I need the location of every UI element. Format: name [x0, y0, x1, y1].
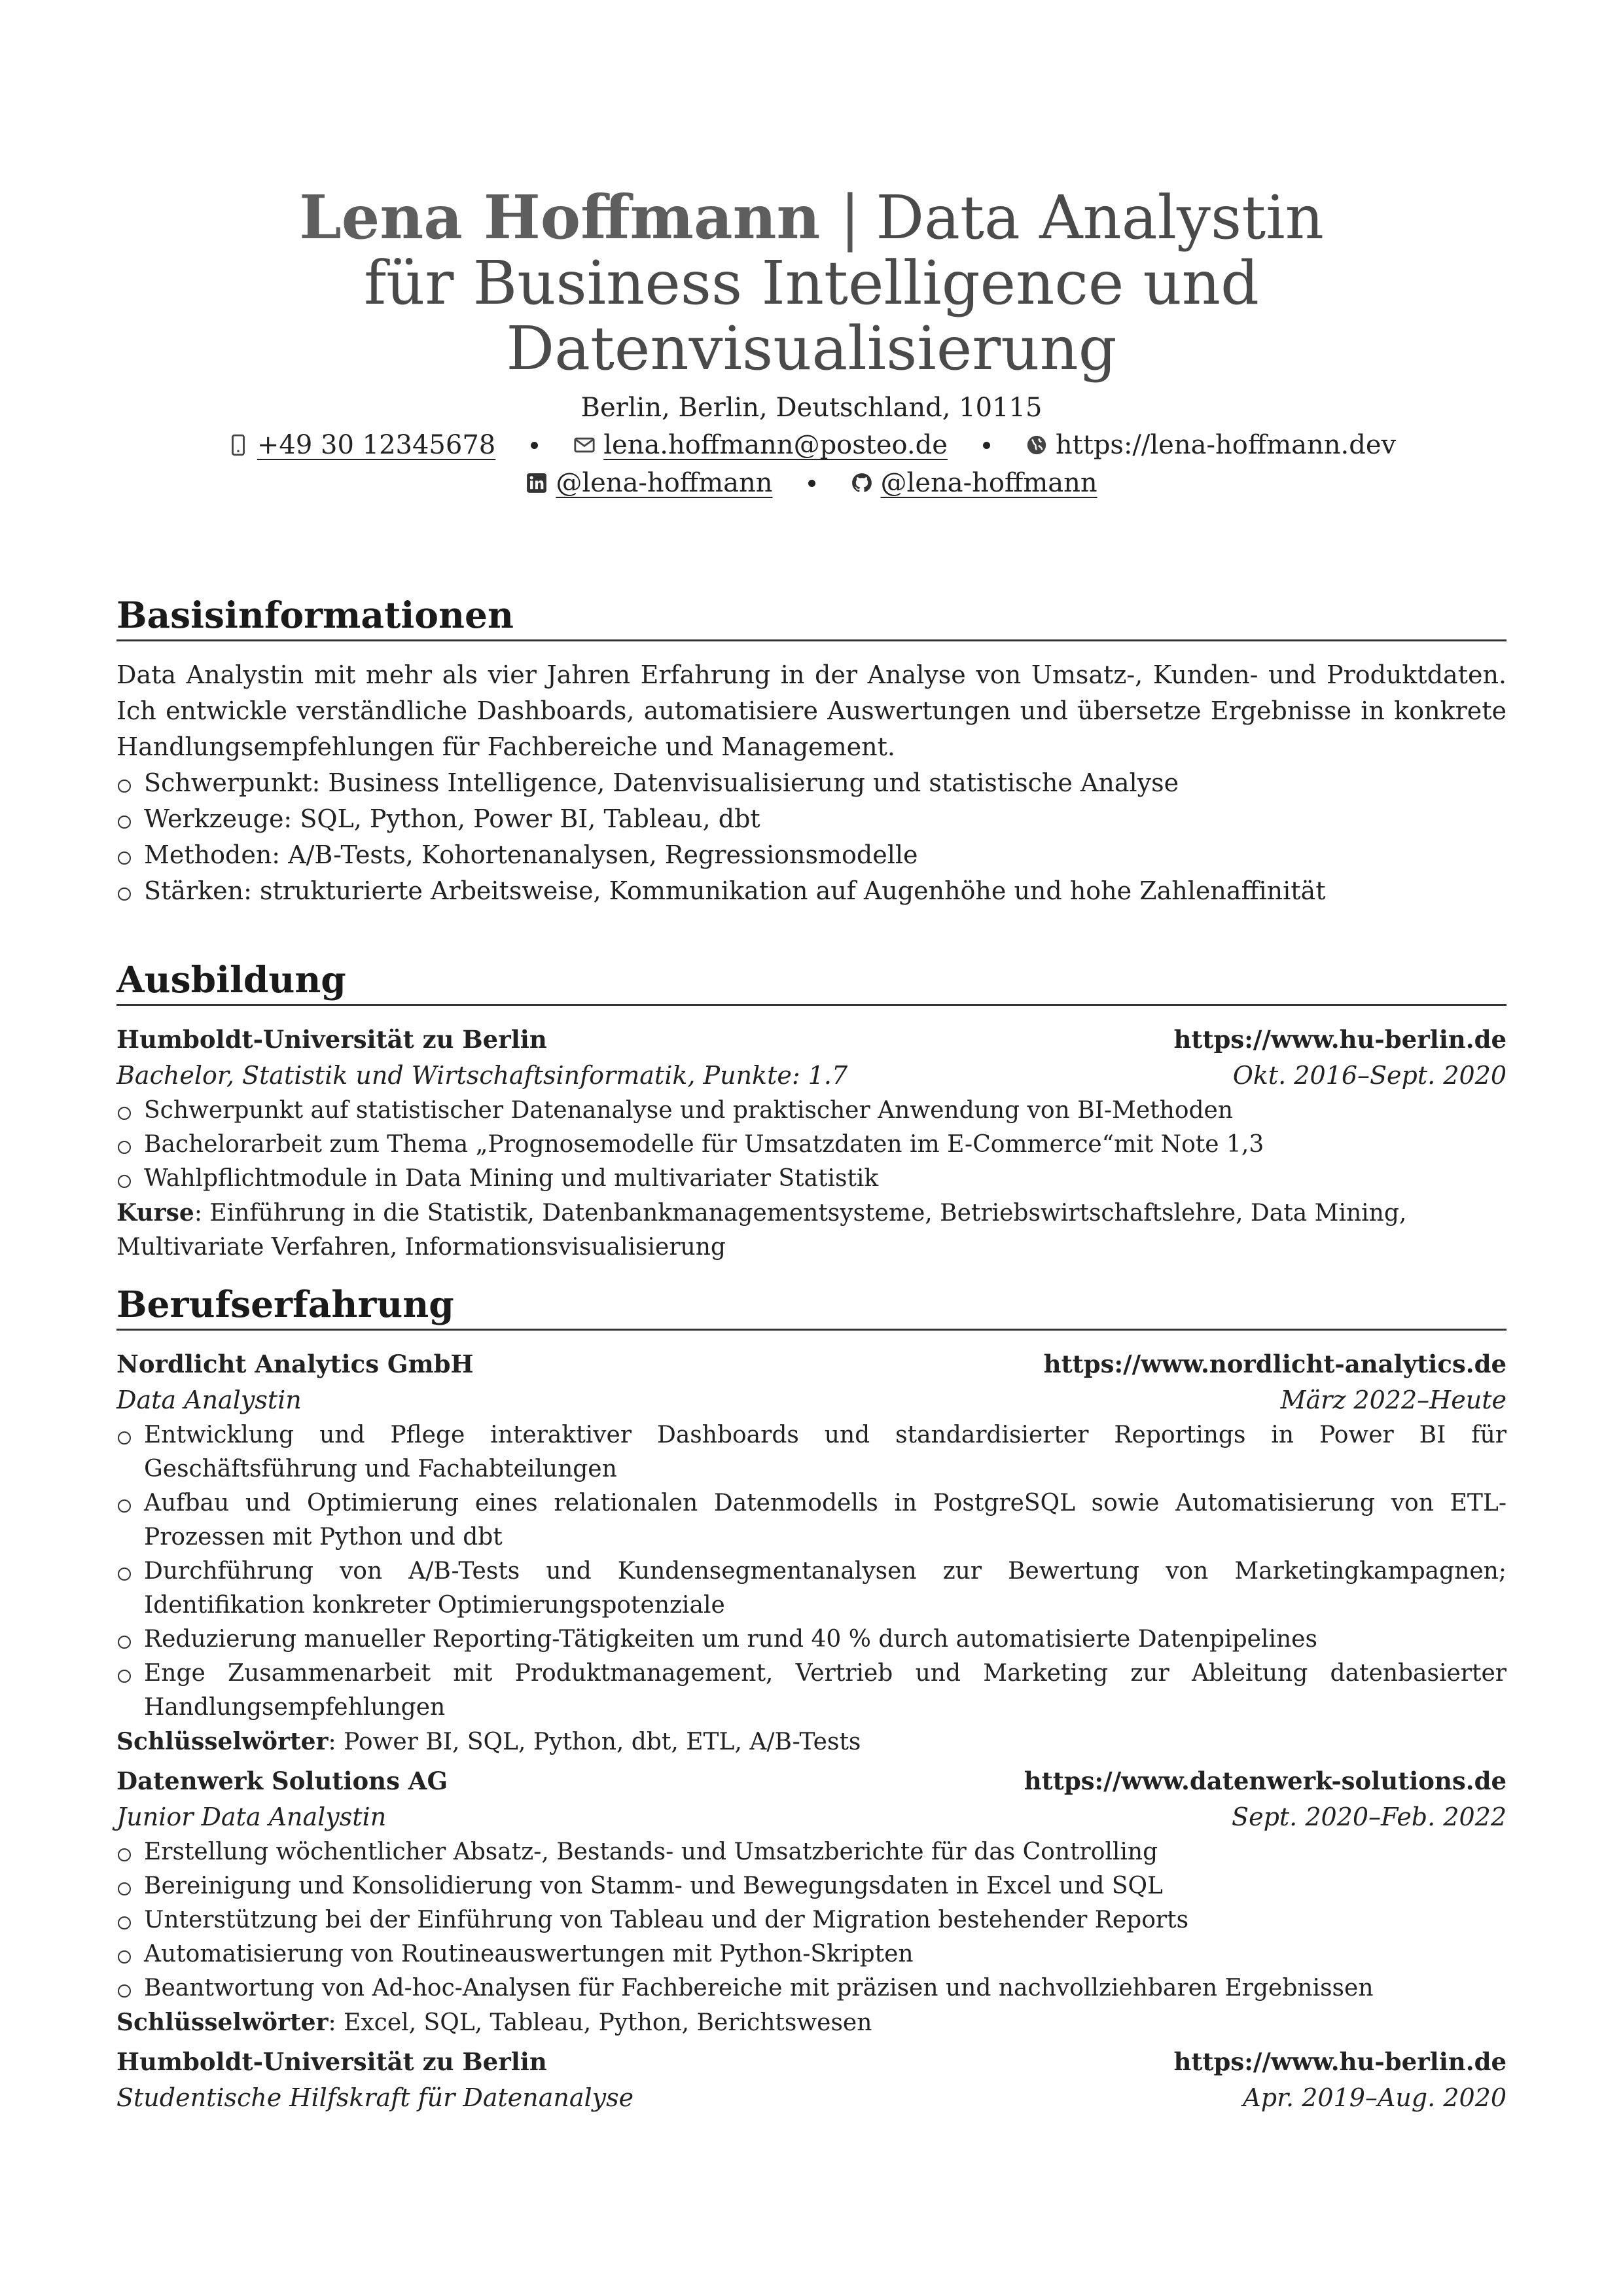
company-url[interactable]: https://www.nordlicht-analytics.de: [1043, 1350, 1507, 1378]
entry-subheader: [116, 1382, 1507, 1418]
job-entry: [116, 1346, 1507, 1759]
phone-icon: [227, 434, 249, 456]
list-item: Stärken: strukturierte Arbeitsweise, Kommunikation auf Augenhöhe und hohe Zahlenaffinität: [116, 873, 1507, 909]
phone-contact[interactable]: [227, 426, 495, 464]
basis-bullets: [116, 765, 1507, 909]
linkedin-link[interactable]: @lena-hoffmann: [556, 468, 773, 498]
separator-dot: [531, 442, 538, 449]
section-ausbildung: [116, 957, 1507, 1265]
candidate-name: Lena Hoffmann: [299, 182, 821, 253]
company-name: Humboldt-Universität zu Berlin: [116, 2047, 547, 2076]
list-item: Werkzeuge: SQL, Python, Power BI, Tableau, dbt: [116, 801, 1507, 837]
courses-label: Kurse: [116, 1199, 194, 1227]
keywords: [116, 2005, 1507, 2040]
title-separator: |: [840, 183, 861, 253]
list-item: Bereinigung und Konsolidierung von Stamm- und Bewegungsdaten in Excel und SQL: [116, 1869, 1507, 1903]
email-link[interactable]: lena.hoffmann@posteo.de: [603, 430, 948, 460]
keywords-list: : Excel, SQL, Tableau, Python, Berichtswesen: [328, 2009, 872, 2036]
separator-dot: [983, 442, 990, 449]
section-title: Berufserfahrung: [116, 1282, 1507, 1331]
courses: [116, 1196, 1507, 1265]
institution-name: Humboldt-Universität zu Berlin: [116, 1025, 547, 1054]
job-entry: [116, 1763, 1507, 2040]
position: Data Analystin: [116, 1386, 302, 1414]
globe-icon: [1026, 434, 1048, 456]
position: Studentische Hilfskraft für Datenanalyse: [116, 2083, 634, 2112]
company-url[interactable]: https://www.datenwerk-solutions.de: [1024, 1767, 1507, 1795]
education-bullets: [116, 1094, 1507, 1196]
mail-icon: [573, 434, 596, 456]
company-name: Nordlicht Analytics GmbH: [116, 1350, 474, 1378]
phone-link[interactable]: +49 30 12345678: [257, 430, 496, 460]
entry-subheader: [116, 1057, 1507, 1094]
list-item: Durchführung von A/B-Tests und Kundensegmentanalysen zur Bewertung von Marketingkampagnen; Identifikation konkreter Optimierungspotenziale: [116, 1554, 1507, 1623]
list-item: Erstellung wöchentlicher Absatz-, Bestands- und Umsatzberichte für das Controlling: [116, 1835, 1507, 1869]
keywords-label: Schlüsselwörter: [116, 1728, 329, 1755]
list-item: Unterstützung bei der Einführung von Tableau und der Migration bestehender Reports: [116, 1903, 1507, 1937]
institution-url[interactable]: https://www.hu-berlin.de: [1173, 1025, 1507, 1054]
list-item: Enge Zusammenarbeit mit Produktmanagement, Vertrieb und Marketing zur Ableitung datenbasierter Handlungsempfehlungen: [116, 1657, 1507, 1725]
company-url[interactable]: https://www.hu-berlin.de: [1173, 2047, 1507, 2076]
courses-list: : Einführung in die Statistik, Datenbankmanagementsysteme, Betriebswirtschaftslehre, Data Mining, Multivariate Verfahren, Informationsvisualisierung: [116, 1200, 1407, 1261]
list-item: Methoden: A/B-Tests, Kohortenanalysen, Regressionsmodelle: [116, 837, 1507, 873]
summary-text: Data Analystin mit mehr als vier Jahren Erfahrung in der Analyse von Umsatz-, Kunden- und Produktdaten. Ich entwickle verständliche Dashboards, automatisiere Auswertungen und übersetze Ergebnisse in konkrete Handlungsempfehlungen für Fachbereiche und Management.: [116, 660, 1507, 761]
job-entry: [116, 2044, 1507, 2116]
resume-header: [0, 182, 1623, 502]
entry-header: [116, 1346, 1507, 1382]
website-link[interactable]: https://lena-hoffmann.dev: [1055, 430, 1397, 460]
page-title: [255, 182, 1368, 384]
list-item: Automatisierung von Routineauswertungen mit Python-Skripten: [116, 1937, 1507, 1971]
entry-header: [116, 1763, 1507, 1799]
entry-subheader: [116, 2079, 1507, 2116]
date-range: Sept. 2020–Feb. 2022: [1232, 1803, 1507, 1831]
company-name: Datenwerk Solutions AG: [116, 1767, 448, 1795]
date-range: März 2022–Heute: [1280, 1386, 1507, 1414]
separator-dot: [808, 480, 815, 487]
date-range: Okt. 2016–Sept. 2020: [1232, 1061, 1507, 1090]
github-icon: [851, 472, 873, 494]
entry-subheader: [116, 1799, 1507, 1835]
job-bullets: [116, 1835, 1507, 2005]
contact-line-1: [0, 426, 1623, 464]
list-item: Reduzierung manueller Reporting-Tätigkeiten um rund 40 % durch automatisierte Datenpipelines: [116, 1623, 1507, 1657]
keywords-list: : Power BI, SQL, Python, dbt, ETL, A/B-Tests: [328, 1729, 861, 1755]
section-title: Ausbildung: [116, 957, 1507, 1006]
keywords: [116, 1725, 1507, 1759]
list-item: Beantwortung von Ad-hoc-Analysen für Fachbereiche mit präzisen und nachvollziehbaren Ergebnissen: [116, 1971, 1507, 2005]
github-link[interactable]: @lena-hoffmann: [880, 468, 1097, 498]
address: Berlin, Berlin, Deutschland, 10115: [580, 393, 1043, 423]
list-item: Bachelorarbeit zum Thema „Prognosemodelle für Umsatzdaten im E-Commerce“mit Note 1,3: [116, 1128, 1507, 1162]
linkedin-contact[interactable]: [526, 464, 772, 502]
position: Junior Data Analystin: [116, 1803, 387, 1831]
section-basisinformationen: [116, 592, 1507, 909]
date-range: Apr. 2019–Aug. 2020: [1243, 2083, 1507, 2112]
github-contact[interactable]: [851, 464, 1097, 502]
degree: Bachelor, Statistik und Wirtschaftsinformatik, Punkte: 1.7: [116, 1061, 848, 1090]
keywords-label: Schlüsselwörter: [116, 2009, 329, 2036]
linkedin-icon: [526, 472, 548, 494]
job-title: Data Analystin für Business Intelligence und Datenvisualisierung: [364, 183, 1324, 384]
entry-header: [116, 1022, 1507, 1057]
list-item: Aufbau und Optimierung eines relationalen Datenmodells in PostgreSQL sowie Automatisierung von ETL-Prozessen mit Python und dbt: [116, 1486, 1507, 1554]
list-item: Schwerpunkt: Business Intelligence, Datenvisualisierung und statistische Analyse: [116, 765, 1507, 801]
contact-line-2: [0, 464, 1623, 502]
section-title: Basisinformationen: [116, 592, 1507, 641]
entry-header: [116, 2044, 1507, 2079]
job-bullets: [116, 1418, 1507, 1725]
list-item: Entwicklung und Pflege interaktiver Dashboards und standardisierter Reportings in Power BI für Geschäftsführung und Fachabteilungen: [116, 1418, 1507, 1486]
email-contact[interactable]: [573, 426, 948, 464]
website-contact[interactable]: [1026, 426, 1396, 464]
list-item: Schwerpunkt auf statistischer Datenanalyse und praktischer Anwendung von BI-Methoden: [116, 1094, 1507, 1128]
list-item: Wahlpflichtmodule in Data Mining und multivariater Statistik: [116, 1162, 1507, 1196]
section-berufserfahrung: [116, 1282, 1507, 2116]
